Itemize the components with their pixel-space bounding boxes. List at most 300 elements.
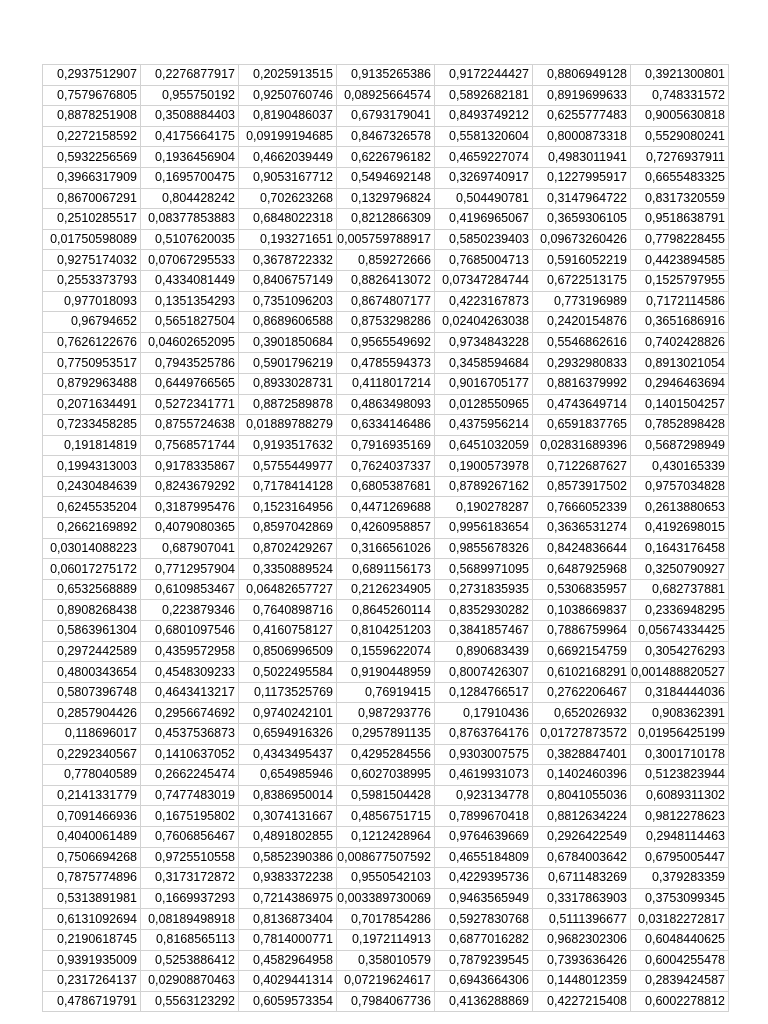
table-cell[interactable]: 0,8467326578 — [337, 126, 435, 147]
table-cell[interactable]: 0,3317863903 — [533, 888, 631, 909]
table-cell[interactable]: 0,923134778 — [435, 785, 533, 806]
table-cell[interactable]: 0,4983011941 — [533, 147, 631, 168]
table-cell[interactable]: 0,8702429267 — [239, 538, 337, 559]
table-cell[interactable]: 0,6059573354 — [239, 991, 337, 1012]
table-cell[interactable]: 0,7233458285 — [43, 415, 141, 436]
table-cell[interactable]: 0,8753298286 — [337, 312, 435, 333]
table-cell[interactable]: 0,1525797955 — [631, 270, 729, 291]
table-cell[interactable]: 0,7568571744 — [141, 435, 239, 456]
table-cell[interactable]: 0,7879239545 — [435, 950, 533, 971]
table-cell[interactable]: 0,702623268 — [239, 188, 337, 209]
table-cell[interactable]: 0,8168565113 — [141, 929, 239, 950]
table-cell[interactable]: 0,8352930282 — [435, 600, 533, 621]
table-cell[interactable]: 0,2857904426 — [43, 703, 141, 724]
table-cell[interactable]: 0,7276937911 — [631, 147, 729, 168]
table-cell[interactable]: 0,2272158592 — [43, 126, 141, 147]
table-cell[interactable]: 0,8806949128 — [533, 65, 631, 86]
table-cell[interactable]: 0,08377853883 — [141, 209, 239, 230]
table-cell[interactable]: 0,6102168291 — [533, 662, 631, 683]
table-cell[interactable]: 0,2553373793 — [43, 270, 141, 291]
table-cell[interactable]: 0,6089311302 — [631, 785, 729, 806]
table-cell[interactable]: 0,2762206467 — [533, 682, 631, 703]
table-cell[interactable]: 0,4375956214 — [435, 415, 533, 436]
table-cell[interactable]: 0,005759788917 — [337, 229, 435, 250]
table-cell[interactable]: 0,3250790927 — [631, 559, 729, 580]
table-cell[interactable]: 0,9565549692 — [337, 332, 435, 353]
table-cell[interactable]: 0,430165339 — [631, 456, 729, 477]
table-cell[interactable]: 0,3508884403 — [141, 106, 239, 127]
table-cell[interactable]: 0,4175664175 — [141, 126, 239, 147]
table-cell[interactable]: 0,3828847401 — [533, 744, 631, 765]
table-cell[interactable]: 0,7402428826 — [631, 332, 729, 353]
table-cell[interactable]: 0,2948114463 — [631, 826, 729, 847]
table-cell[interactable]: 0,9303007575 — [435, 744, 533, 765]
table-cell[interactable]: 0,8763764176 — [435, 724, 533, 745]
table-cell[interactable]: 0,9725510558 — [141, 847, 239, 868]
table-cell[interactable]: 0,1173525769 — [239, 682, 337, 703]
table-cell[interactable]: 0,9383372238 — [239, 868, 337, 889]
table-cell[interactable]: 0,3678722332 — [239, 250, 337, 271]
table-cell[interactable]: 0,5916052219 — [533, 250, 631, 271]
table-cell[interactable]: 0,9956183654 — [435, 518, 533, 539]
table-cell[interactable]: 0,2317264137 — [43, 971, 141, 992]
table-cell[interactable]: 0,7666052339 — [533, 497, 631, 518]
table-cell[interactable]: 0,2430484639 — [43, 476, 141, 497]
table-cell[interactable]: 0,2932980833 — [533, 353, 631, 374]
table-cell[interactable]: 0,2292340567 — [43, 744, 141, 765]
table-cell[interactable]: 0,9550542103 — [337, 868, 435, 889]
table-cell[interactable]: 0,7393636426 — [533, 950, 631, 971]
table-cell[interactable]: 0,2420154876 — [533, 312, 631, 333]
table-cell[interactable]: 0,7886759964 — [533, 621, 631, 642]
table-cell[interactable]: 0,06017275172 — [43, 559, 141, 580]
table-cell[interactable]: 0,9250760746 — [239, 85, 337, 106]
table-cell[interactable]: 0,02404263038 — [435, 312, 533, 333]
table-cell[interactable]: 0,1695700475 — [141, 167, 239, 188]
table-cell[interactable]: 0,8424836644 — [533, 538, 631, 559]
table-cell[interactable]: 0,504490781 — [435, 188, 533, 209]
table-cell[interactable]: 0,1643176458 — [631, 538, 729, 559]
table-cell[interactable]: 0,6334146486 — [337, 415, 435, 436]
table-cell[interactable]: 0,4655184809 — [435, 847, 533, 868]
table-cell[interactable]: 0,3350889524 — [239, 559, 337, 580]
table-cell[interactable]: 0,7172114586 — [631, 291, 729, 312]
table-cell[interactable]: 0,3966317909 — [43, 167, 141, 188]
table-cell[interactable]: 0,1212428964 — [337, 826, 435, 847]
table-cell[interactable]: 0,2972442589 — [43, 641, 141, 662]
table-cell[interactable]: 0,3659306105 — [533, 209, 631, 230]
table-cell[interactable]: 0,5107620035 — [141, 229, 239, 250]
table-cell[interactable]: 0,4786719791 — [43, 991, 141, 1012]
table-cell[interactable]: 0,2613880653 — [631, 497, 729, 518]
table-cell[interactable]: 0,4079080365 — [141, 518, 239, 539]
table-cell[interactable]: 0,5123823944 — [631, 765, 729, 786]
table-cell[interactable]: 0,2276877917 — [141, 65, 239, 86]
table-cell[interactable]: 0,2025913515 — [239, 65, 337, 86]
table-cell[interactable]: 0,1448012359 — [533, 971, 631, 992]
table-cell[interactable]: 0,5651827504 — [141, 312, 239, 333]
table-cell[interactable]: 0,01889788279 — [239, 415, 337, 436]
table-cell[interactable]: 0,8000873318 — [533, 126, 631, 147]
table-cell[interactable]: 0,3147964722 — [533, 188, 631, 209]
table-cell[interactable]: 0,9391935009 — [43, 950, 141, 971]
table-cell[interactable]: 0,7506694268 — [43, 847, 141, 868]
table-cell[interactable]: 0,7943525786 — [141, 353, 239, 374]
table-cell[interactable]: 0,6801097546 — [141, 621, 239, 642]
table-cell[interactable]: 0,7626122676 — [43, 332, 141, 353]
table-cell[interactable]: 0,2336948295 — [631, 600, 729, 621]
table-cell[interactable]: 0,4537536873 — [141, 724, 239, 745]
table-cell[interactable]: 0,03182272817 — [631, 909, 729, 930]
table-cell[interactable]: 0,193271651 — [239, 229, 337, 250]
table-cell[interactable]: 0,6793179041 — [337, 106, 435, 127]
table-cell[interactable]: 0,8816379992 — [533, 373, 631, 394]
table-cell[interactable]: 0,8792963488 — [43, 373, 141, 394]
table-cell[interactable]: 0,6795005447 — [631, 847, 729, 868]
table-cell[interactable]: 0,1038669837 — [533, 600, 631, 621]
table-cell[interactable]: 0,76919415 — [337, 682, 435, 703]
table-cell[interactable]: 0,8007426307 — [435, 662, 533, 683]
table-cell[interactable]: 0,3184444036 — [631, 682, 729, 703]
table-cell[interactable]: 0,8104251203 — [337, 621, 435, 642]
table-cell[interactable]: 0,7685004713 — [435, 250, 533, 271]
table-cell[interactable]: 0,2956674692 — [141, 703, 239, 724]
table-cell[interactable]: 0,8212866309 — [337, 209, 435, 230]
table-cell[interactable]: 0,5306835957 — [533, 579, 631, 600]
table-cell[interactable]: 0,2731835935 — [435, 579, 533, 600]
table-cell[interactable]: 0,8878251908 — [43, 106, 141, 127]
table-cell[interactable]: 0,1401504257 — [631, 394, 729, 415]
table-cell[interactable]: 0,5863961304 — [43, 621, 141, 642]
table-cell[interactable]: 0,2839424587 — [631, 971, 729, 992]
table-cell[interactable]: 0,3651686916 — [631, 312, 729, 333]
table-cell[interactable]: 0,2071634491 — [43, 394, 141, 415]
table-cell[interactable]: 0,9518638791 — [631, 209, 729, 230]
table-cell[interactable]: 0,7214386975 — [239, 888, 337, 909]
table-cell[interactable]: 0,4743649714 — [533, 394, 631, 415]
table-cell[interactable]: 0,4582964958 — [239, 950, 337, 971]
table-cell[interactable]: 0,5755449977 — [239, 456, 337, 477]
table-cell[interactable]: 0,1329796824 — [337, 188, 435, 209]
table-cell[interactable]: 0,2126234905 — [337, 579, 435, 600]
table-cell[interactable]: 0,7091466936 — [43, 806, 141, 827]
table-cell[interactable]: 0,6943664306 — [435, 971, 533, 992]
table-cell[interactable]: 0,6848022318 — [239, 209, 337, 230]
table-cell[interactable]: 0,7750953517 — [43, 353, 141, 374]
table-cell[interactable]: 0,2510285517 — [43, 209, 141, 230]
table-cell[interactable]: 0,379283359 — [631, 868, 729, 889]
table-cell[interactable]: 0,8755724638 — [141, 415, 239, 436]
table-cell[interactable]: 0,7640898716 — [239, 600, 337, 621]
table-cell[interactable]: 0,3636531274 — [533, 518, 631, 539]
table-cell[interactable]: 0,955750192 — [141, 85, 239, 106]
table-cell[interactable]: 0,5892682181 — [435, 85, 533, 106]
table-cell[interactable]: 0,7122687627 — [533, 456, 631, 477]
table-cell[interactable]: 0,1669937293 — [141, 888, 239, 909]
table-cell[interactable]: 0,2662245474 — [141, 765, 239, 786]
table-cell[interactable]: 0,6002278812 — [631, 991, 729, 1012]
table-cell[interactable]: 0,908362391 — [631, 703, 729, 724]
table-cell[interactable]: 0,4662039449 — [239, 147, 337, 168]
table-cell[interactable]: 0,3054276293 — [631, 641, 729, 662]
table-cell[interactable]: 0,4800343654 — [43, 662, 141, 683]
table-cell[interactable]: 0,8317320559 — [631, 188, 729, 209]
table-cell[interactable]: 0,654985946 — [239, 765, 337, 786]
table-cell[interactable]: 0,859272666 — [337, 250, 435, 271]
table-cell[interactable]: 0,7579676805 — [43, 85, 141, 106]
table-cell[interactable]: 0,8789267162 — [435, 476, 533, 497]
table-cell[interactable]: 0,09199194685 — [239, 126, 337, 147]
table-cell[interactable]: 0,4785594373 — [337, 353, 435, 374]
table-cell[interactable]: 0,4118017214 — [337, 373, 435, 394]
table-cell[interactable]: 0,5313891981 — [43, 888, 141, 909]
table-cell[interactable]: 0,1994313003 — [43, 456, 141, 477]
table-cell[interactable]: 0,6594916326 — [239, 724, 337, 745]
table-cell[interactable]: 0,1523164956 — [239, 497, 337, 518]
table-cell[interactable]: 0,5687298949 — [631, 435, 729, 456]
table-cell[interactable]: 0,8933028731 — [239, 373, 337, 394]
table-cell[interactable]: 0,17910436 — [435, 703, 533, 724]
table-cell[interactable]: 0,6805387681 — [337, 476, 435, 497]
table-cell[interactable]: 0,6877016282 — [435, 929, 533, 950]
table-cell[interactable]: 0,5927830768 — [435, 909, 533, 930]
table-cell[interactable]: 0,3841857467 — [435, 621, 533, 642]
table-cell[interactable]: 0,4471269688 — [337, 497, 435, 518]
table-cell[interactable]: 0,7798228455 — [631, 229, 729, 250]
table-cell[interactable]: 0,8670067291 — [43, 188, 141, 209]
table-cell[interactable]: 0,7899670418 — [435, 806, 533, 827]
table-cell[interactable]: 0,02831689396 — [533, 435, 631, 456]
table-cell[interactable]: 0,9764639669 — [435, 826, 533, 847]
table-cell[interactable]: 0,4229395736 — [435, 868, 533, 889]
table-cell[interactable]: 0,5932256569 — [43, 147, 141, 168]
table-cell[interactable]: 0,3753099345 — [631, 888, 729, 909]
table-cell[interactable]: 0,08189498918 — [141, 909, 239, 930]
table-cell[interactable]: 0,9178335867 — [141, 456, 239, 477]
table-cell[interactable]: 0,06482657727 — [239, 579, 337, 600]
table-cell[interactable]: 0,987293776 — [337, 703, 435, 724]
table-cell[interactable]: 0,4891802855 — [239, 826, 337, 847]
table-cell[interactable]: 0,7712957904 — [141, 559, 239, 580]
table-cell[interactable]: 0,9135265386 — [337, 65, 435, 86]
table-cell[interactable]: 0,4659227074 — [435, 147, 533, 168]
table-cell[interactable]: 0,6451032059 — [435, 435, 533, 456]
table-cell[interactable]: 0,9190448959 — [337, 662, 435, 683]
table-cell[interactable]: 0,8919699633 — [533, 85, 631, 106]
table-cell[interactable]: 0,7852898428 — [631, 415, 729, 436]
table-cell[interactable]: 0,8913021054 — [631, 353, 729, 374]
table-cell[interactable]: 0,1410637052 — [141, 744, 239, 765]
table-cell[interactable]: 0,4423894585 — [631, 250, 729, 271]
table-cell[interactable]: 0,4295284556 — [337, 744, 435, 765]
table-cell[interactable]: 0,5022495584 — [239, 662, 337, 683]
table-cell[interactable]: 0,6692154759 — [533, 641, 631, 662]
table-cell[interactable]: 0,6891156173 — [337, 559, 435, 580]
table-cell[interactable]: 0,4260958857 — [337, 518, 435, 539]
table-cell[interactable]: 0,3173172872 — [141, 868, 239, 889]
table-cell[interactable]: 0,1402460396 — [533, 765, 631, 786]
table-cell[interactable]: 0,6048440625 — [631, 929, 729, 950]
table-cell[interactable]: 0,6255777483 — [533, 106, 631, 127]
table-cell[interactable]: 0,8812634224 — [533, 806, 631, 827]
table-cell[interactable]: 0,2937512907 — [43, 65, 141, 86]
table-cell[interactable]: 0,02908870463 — [141, 971, 239, 992]
table-cell[interactable]: 0,6004255478 — [631, 950, 729, 971]
table-cell[interactable]: 0,2946463694 — [631, 373, 729, 394]
table-cell[interactable]: 0,6591837765 — [533, 415, 631, 436]
table-cell[interactable]: 0,8689606588 — [239, 312, 337, 333]
table-cell[interactable]: 0,3921300801 — [631, 65, 729, 86]
table-cell[interactable]: 0,5850239403 — [435, 229, 533, 250]
table-cell[interactable]: 0,4856751715 — [337, 806, 435, 827]
table-cell[interactable]: 0,8872589878 — [239, 394, 337, 415]
table-cell[interactable]: 0,1675195802 — [141, 806, 239, 827]
table-cell[interactable]: 0,8243679292 — [141, 476, 239, 497]
table-cell[interactable]: 0,6131092694 — [43, 909, 141, 930]
table-cell[interactable]: 0,4863498093 — [337, 394, 435, 415]
table-cell[interactable]: 0,6711483269 — [533, 868, 631, 889]
table-cell[interactable]: 0,5981504428 — [337, 785, 435, 806]
table-cell[interactable]: 0,9172244427 — [435, 65, 533, 86]
table-cell[interactable]: 0,9005630818 — [631, 106, 729, 127]
table-cell[interactable]: 0,8136873404 — [239, 909, 337, 930]
table-cell[interactable]: 0,3166561026 — [337, 538, 435, 559]
table-cell[interactable]: 0,9053167712 — [239, 167, 337, 188]
table-cell[interactable]: 0,01750598089 — [43, 229, 141, 250]
table-cell[interactable]: 0,5272341771 — [141, 394, 239, 415]
table-cell[interactable]: 0,05674334425 — [631, 621, 729, 642]
table-cell[interactable]: 0,4136288869 — [435, 991, 533, 1012]
table-cell[interactable]: 0,4040061489 — [43, 826, 141, 847]
table-cell[interactable]: 0,1227995917 — [533, 167, 631, 188]
table-cell[interactable]: 0,4343495437 — [239, 744, 337, 765]
table-cell[interactable]: 0,6784003642 — [533, 847, 631, 868]
table-cell[interactable]: 0,190278287 — [435, 497, 533, 518]
table-cell[interactable]: 0,8645260114 — [337, 600, 435, 621]
table-cell[interactable]: 0,0128550965 — [435, 394, 533, 415]
table-cell[interactable]: 0,652026932 — [533, 703, 631, 724]
table-cell[interactable]: 0,5901796219 — [239, 353, 337, 374]
table-cell[interactable]: 0,2957891135 — [337, 724, 435, 745]
table-cell[interactable]: 0,9016705177 — [435, 373, 533, 394]
table-cell[interactable]: 0,5852390386 — [239, 847, 337, 868]
table-cell[interactable]: 0,9682302306 — [533, 929, 631, 950]
table-cell[interactable]: 0,4643413217 — [141, 682, 239, 703]
table-cell[interactable]: 0,6532568889 — [43, 579, 141, 600]
table-cell[interactable]: 0,8826413072 — [337, 270, 435, 291]
table-cell[interactable]: 0,358010579 — [337, 950, 435, 971]
table-cell[interactable]: 0,5581320604 — [435, 126, 533, 147]
table-cell[interactable]: 0,9812278623 — [631, 806, 729, 827]
table-cell[interactable]: 0,09673260426 — [533, 229, 631, 250]
table-cell[interactable]: 0,6487925968 — [533, 559, 631, 580]
table-cell[interactable]: 0,7984067736 — [337, 991, 435, 1012]
table-cell[interactable]: 0,03014088223 — [43, 538, 141, 559]
table-cell[interactable]: 0,773196989 — [533, 291, 631, 312]
table-cell[interactable]: 0,8406757149 — [239, 270, 337, 291]
table-cell[interactable]: 0,1284766517 — [435, 682, 533, 703]
table-cell[interactable]: 0,5807396748 — [43, 682, 141, 703]
table-cell[interactable]: 0,8506996509 — [239, 641, 337, 662]
table-cell[interactable]: 0,6655483325 — [631, 167, 729, 188]
table-cell[interactable]: 0,8573917502 — [533, 476, 631, 497]
table-cell[interactable]: 0,3269740917 — [435, 167, 533, 188]
table-cell[interactable]: 0,6027038995 — [337, 765, 435, 786]
table-cell[interactable]: 0,748331572 — [631, 85, 729, 106]
table-cell[interactable]: 0,6109853467 — [141, 579, 239, 600]
table-cell[interactable]: 0,7875774896 — [43, 868, 141, 889]
table-cell[interactable]: 0,01727873572 — [533, 724, 631, 745]
table-cell[interactable]: 0,2190618745 — [43, 929, 141, 950]
table-cell[interactable]: 0,7477483019 — [141, 785, 239, 806]
table-cell[interactable]: 0,003389730069 — [337, 888, 435, 909]
table-cell[interactable]: 0,4192698015 — [631, 518, 729, 539]
table-cell[interactable]: 0,5689971095 — [435, 559, 533, 580]
table-cell[interactable]: 0,8908268438 — [43, 600, 141, 621]
table-cell[interactable]: 0,5529080241 — [631, 126, 729, 147]
table-cell[interactable]: 0,7814000771 — [239, 929, 337, 950]
table-cell[interactable]: 0,5494692148 — [337, 167, 435, 188]
table-cell[interactable]: 0,4029441314 — [239, 971, 337, 992]
table-cell[interactable]: 0,682737881 — [631, 579, 729, 600]
table-cell[interactable]: 0,04602652095 — [141, 332, 239, 353]
table-cell[interactable]: 0,3458594684 — [435, 353, 533, 374]
table-cell[interactable]: 0,7624037337 — [337, 456, 435, 477]
table-cell[interactable]: 0,9275174032 — [43, 250, 141, 271]
table-cell[interactable]: 0,5253886412 — [141, 950, 239, 971]
table-cell[interactable]: 0,778040589 — [43, 765, 141, 786]
table-cell[interactable]: 0,1972114913 — [337, 929, 435, 950]
table-cell[interactable]: 0,7606856467 — [141, 826, 239, 847]
table-cell[interactable]: 0,890683439 — [435, 641, 533, 662]
table-cell[interactable]: 0,6722513175 — [533, 270, 631, 291]
table-cell[interactable]: 0,2141331779 — [43, 785, 141, 806]
table-cell[interactable]: 0,4548309233 — [141, 662, 239, 683]
table-cell[interactable]: 0,1559622074 — [337, 641, 435, 662]
table-cell[interactable]: 0,4196965067 — [435, 209, 533, 230]
table-cell[interactable]: 0,4334081449 — [141, 270, 239, 291]
table-cell[interactable]: 0,08925664574 — [337, 85, 435, 106]
table-cell[interactable]: 0,3187995476 — [141, 497, 239, 518]
table-cell[interactable]: 0,8386950014 — [239, 785, 337, 806]
table-cell[interactable]: 0,6245535204 — [43, 497, 141, 518]
table-cell[interactable]: 0,8190486037 — [239, 106, 337, 127]
table-cell[interactable]: 0,3074131667 — [239, 806, 337, 827]
table-cell[interactable]: 0,7178414128 — [239, 476, 337, 497]
table-cell[interactable]: 0,4359572958 — [141, 641, 239, 662]
table-cell[interactable]: 0,8493749212 — [435, 106, 533, 127]
table-cell[interactable]: 0,4227215408 — [533, 991, 631, 1012]
table-cell[interactable]: 0,07219624617 — [337, 971, 435, 992]
table-cell[interactable]: 0,07347284744 — [435, 270, 533, 291]
table-cell[interactable]: 0,8597042869 — [239, 518, 337, 539]
table-cell[interactable]: 0,8041055036 — [533, 785, 631, 806]
table-cell[interactable]: 0,118696017 — [43, 724, 141, 745]
table-cell[interactable]: 0,7916935169 — [337, 435, 435, 456]
table-cell[interactable]: 0,804428242 — [141, 188, 239, 209]
table-cell[interactable]: 0,9855678326 — [435, 538, 533, 559]
table-cell[interactable]: 0,008677507592 — [337, 847, 435, 868]
table-cell[interactable]: 0,223879346 — [141, 600, 239, 621]
table-cell[interactable]: 0,01956425199 — [631, 724, 729, 745]
table-cell[interactable]: 0,9757034828 — [631, 476, 729, 497]
table-cell[interactable]: 0,2662169892 — [43, 518, 141, 539]
table-cell[interactable]: 0,7017854286 — [337, 909, 435, 930]
table-cell[interactable]: 0,4160758127 — [239, 621, 337, 642]
table-cell[interactable]: 0,3901850684 — [239, 332, 337, 353]
table-cell[interactable]: 0,4223167873 — [435, 291, 533, 312]
table-cell[interactable]: 0,191814819 — [43, 435, 141, 456]
